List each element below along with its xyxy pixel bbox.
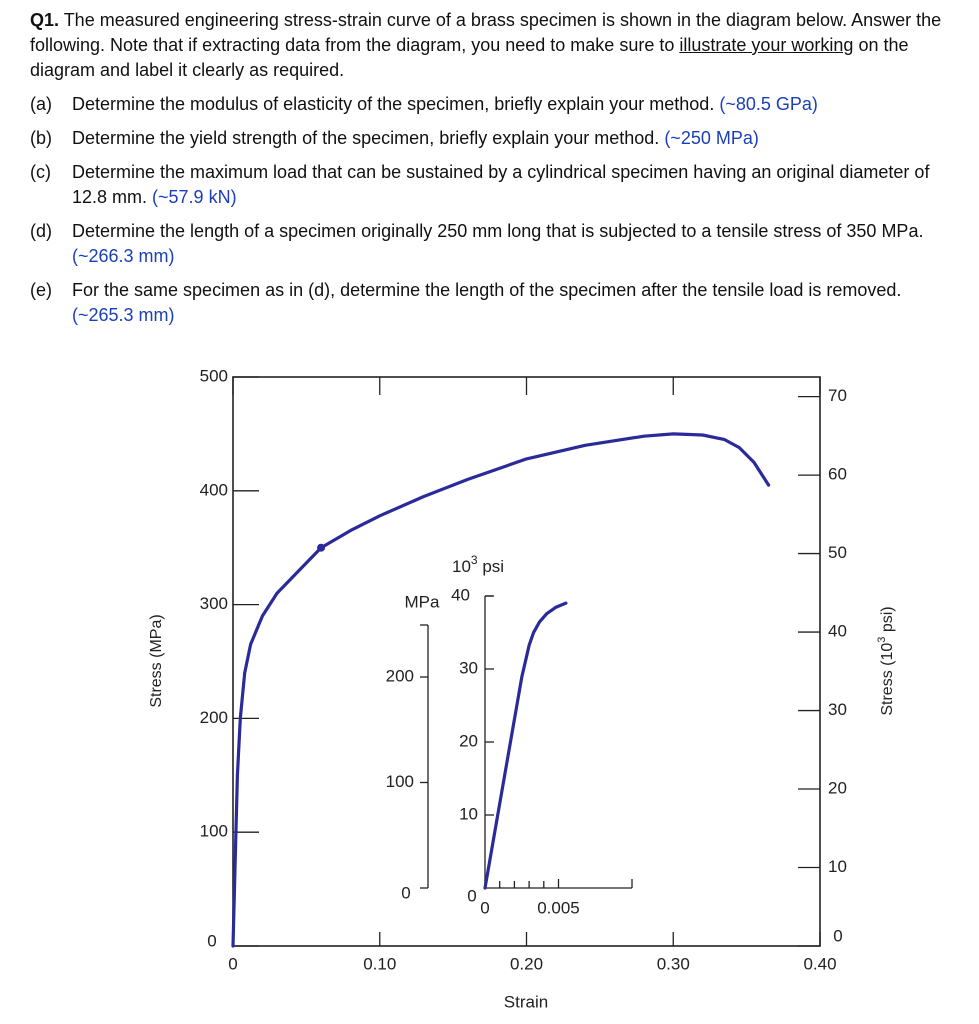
y2-tick-label: 0 <box>833 926 843 946</box>
y-tick-label: 0 <box>207 931 217 951</box>
y-tick-label: 500 <box>199 366 228 386</box>
inset-mpa-tick-label: 200 <box>385 666 414 686</box>
stress-strain-curve <box>233 434 769 946</box>
y2-axis-label: Stress ($10^3$ psi) <box>875 606 897 716</box>
y2-tick-label: 10 <box>828 857 847 877</box>
intro-underlined-text: illustrate your working <box>679 35 854 55</box>
part-text: For the same specimen as in (d), determine the length of the specimen after the tensile load is removed. <box>72 280 902 300</box>
y2-tick-label: 70 <box>828 386 847 406</box>
question-number: Q1. <box>30 10 60 30</box>
x-axis-label: Strain <box>503 992 549 1012</box>
part-label: (d) <box>30 221 52 241</box>
inset-psi-unit-label: $10^3$ psi <box>452 553 505 577</box>
inset-psi-tick-label: 20 <box>459 731 478 751</box>
y2-tick-label: 40 <box>828 621 847 641</box>
part-answer: (~80.5 GPa) <box>719 94 818 114</box>
y-axis-label: Stress (MPa) <box>148 614 166 708</box>
inset-psi-tick-label: 0 <box>467 886 477 906</box>
intro-text: The measured engineering stress-strain curve of a brass specimen is shown in the diagram below. Answer the following. Note that if extracting data from the diagram, you need to make sure to <box>30 10 942 55</box>
part-label: (b) <box>30 128 52 148</box>
inset-mpa-tick-label: 100 <box>385 771 414 791</box>
y-tick-label: 100 <box>199 821 228 841</box>
intro-end-text: on the diagram and label it clearly as required. <box>30 35 909 80</box>
part-label: (c) <box>30 162 51 182</box>
part-answer: (~266.3 mm) <box>72 246 175 266</box>
part-answer: (~250 MPa) <box>664 128 759 148</box>
y-tick-label: 200 <box>199 707 228 727</box>
y2-tick-label: 50 <box>828 543 847 563</box>
y2-tick-label: 20 <box>828 778 847 798</box>
part-answer: (~57.9 kN) <box>152 187 237 207</box>
part-label: (a) <box>30 94 52 114</box>
y-tick-label: 300 <box>199 594 228 614</box>
y-tick-label: 400 <box>199 480 228 500</box>
part-text: Determine the length of a specimen originally 250 mm long that is subjected to a tensile stress of 350 MPa. <box>72 221 924 241</box>
part-label: (e) <box>30 280 52 300</box>
x-tick-label: 0 <box>228 954 238 974</box>
part-text: Determine the modulus of elasticity of the specimen, briefly explain your method. <box>72 94 720 114</box>
x-tick-label: 0.40 <box>803 954 837 974</box>
y2-tick-label: 60 <box>828 464 847 484</box>
curve-marker-point <box>317 544 325 552</box>
inset-x-tick-label: 0.005 <box>537 898 580 918</box>
inset-x-tick-label: 0 <box>480 898 490 918</box>
x-tick-label: 0.30 <box>656 954 690 974</box>
x-tick-label: 0.10 <box>363 954 397 974</box>
y2-tick-label: 30 <box>828 700 847 720</box>
inset-psi-tick-label: 30 <box>459 658 478 678</box>
inset-mpa-tick-label: 0 <box>401 883 411 903</box>
part-answer: (~265.3 mm) <box>72 305 175 325</box>
part-text: Determine the yield strength of the specimen, briefly explain your method. <box>72 128 665 148</box>
inset-mpa-unit-label: MPa <box>404 592 440 612</box>
inset-psi-tick-label: 10 <box>459 804 478 824</box>
inset-elastic-curve <box>485 603 566 888</box>
x-tick-label: 0.20 <box>509 954 544 974</box>
part-text: Determine the maximum load that can be sustained by a cylindrical specimen having an original diameter of 12.8 mm. <box>72 162 930 207</box>
inset-psi-tick-label: 40 <box>451 585 470 605</box>
